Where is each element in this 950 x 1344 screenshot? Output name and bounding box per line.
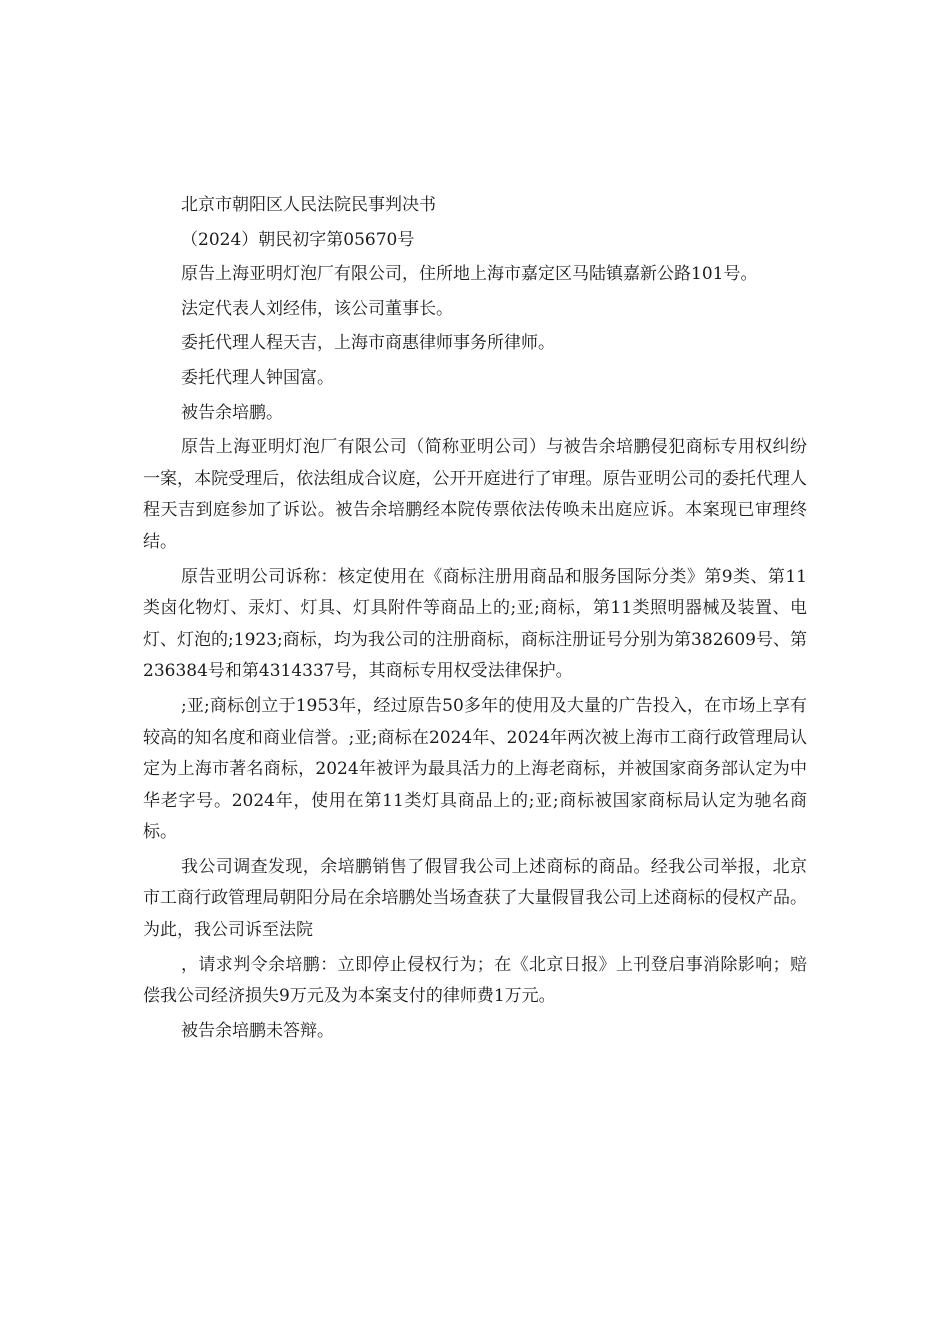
paragraph-agent-2: 委托代理人钟国富。: [181, 367, 334, 388]
document-body: [143, 190, 807, 1050]
paragraph-plaintiff: 原告上海亚明灯泡厂有限公司，住所地上海市嘉定区马陆镇嘉新公路101号。: [181, 264, 758, 285]
paragraph-case-intro: 原告上海亚明灯泡厂有限公司（简称亚明公司）与被告余培鹏侵犯商标专用权纠纷一案，本院受理后，依法组成合议庭，公开开庭进行了审理。原告亚明公司的委托代理人程天吉到庭参加了诉讼。被告余培鹏经本院传票依法传唤未出庭应诉。本案现已审理终结。: [143, 437, 807, 552]
paragraph-defendant: 被告余培鹏。: [181, 402, 283, 423]
paragraph-investigation: 我公司调查发现，余培鹏销售了假冒我公司上述商标的商品。经我公司举报，北京市工商行政管理局朝阳分局在余培鹏处当场查获了大量假冒我公司上述商标的侵权产品。为此，我公司诉至法院: [143, 856, 807, 941]
paragraph-trademark-history: ;亚;商标创立于1953年，经过原告50多年的使用及大量的广告投入，在市场上享有较高的知名度和商业信誉。;亚;商标在2024年、2024年两次被上海市工商行政管理局认定为上海市著名商标，2024年被评为最具活力的上海老商标，并被国家商务部认定为中华老字号。2024年，使用在第11类灯具商品上的;亚;商标被国家商标局认定为驰名商标。: [143, 695, 807, 843]
paragraph-requests: ，请求判令余培鹏：立即停止侵权行为；在《北京日报》上刊登启事消除影响；赔偿我公司经济损失9万元及为本案支付的律师费1万元。: [143, 954, 807, 1007]
case-number: （2024）朝民初字第05670号: [181, 229, 415, 250]
paragraph-defendant-no-reply: 被告余培鹏未答辩。: [181, 1020, 334, 1041]
paragraph-legal-representative: 法定代表人刘经伟，该公司董事长。: [181, 298, 453, 319]
paragraph-plaintiff-claim: 原告亚明公司诉称：核定使用在《商标注册用商品和服务国际分类》第9类、第11类卤化物灯、汞灯、灯具、灯具附件等商品上的;亚;商标，第11类照明器械及装置、电灯、灯泡的;1923;商标，均为我公司的注册商标，商标注册证号分别为第382609号、第236384号和第4314337号，其商标专用权受法律保护。: [143, 566, 807, 682]
paragraph-agent-1: 委托代理人程天吉，上海市商惠律师事务所律师。: [181, 333, 555, 354]
document-title: 北京市朝阳区人民法院民事判决书: [181, 195, 436, 215]
